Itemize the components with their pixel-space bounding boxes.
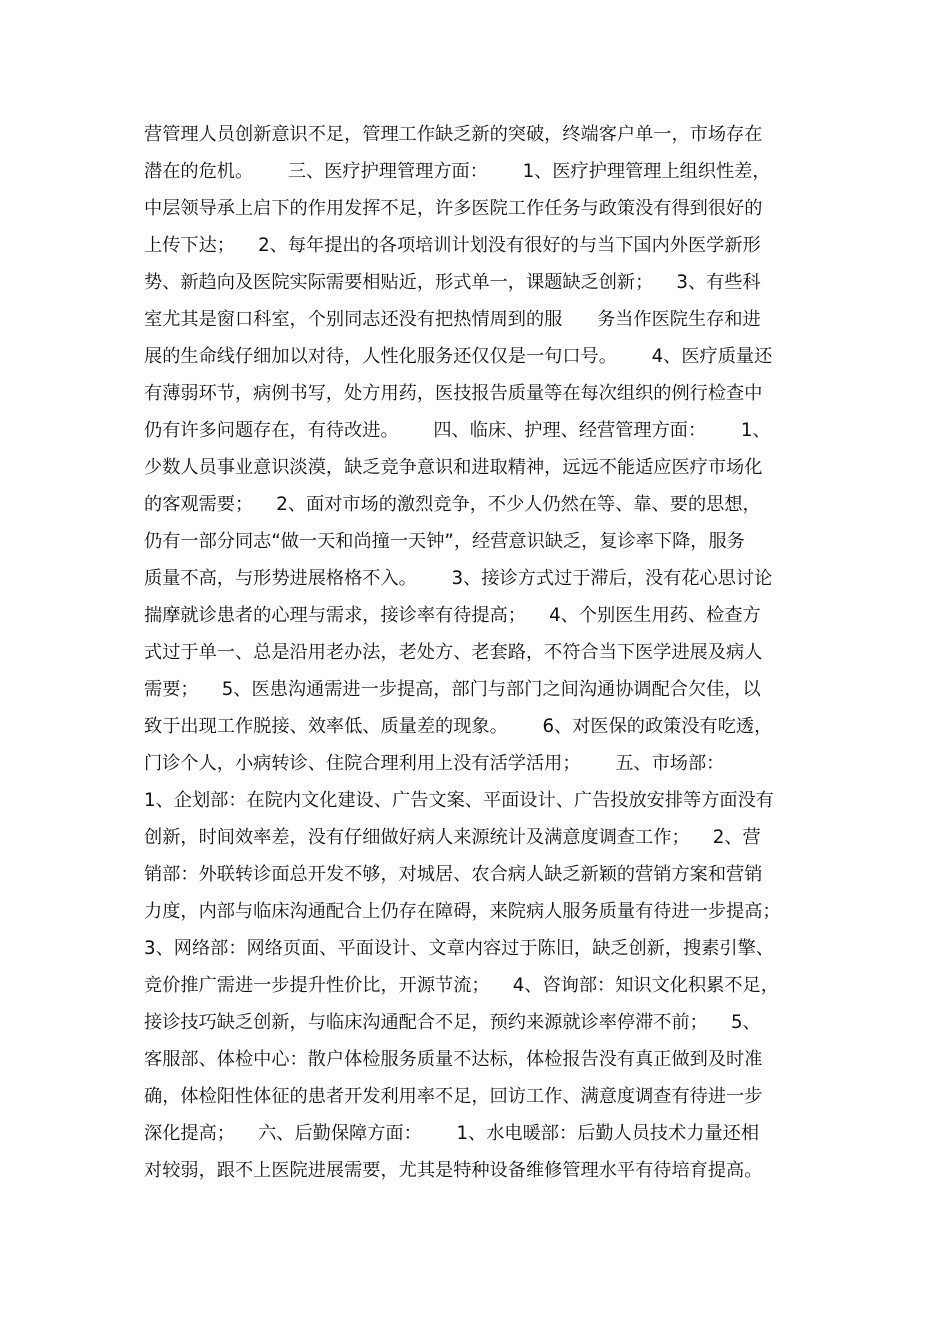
- text-line: 创新，时间效率差，没有仔细做好病人来源统计及满意度调查工作； 2、营: [144, 827, 761, 848]
- text-line: 销部：外联转诊面总开发不够，对城居、农合病人缺乏新颖的营销方案和营销: [144, 864, 763, 885]
- text-line: 室尤其是窗口科室，个别同志还没有把热情周到的服 务当作医院生存和进: [144, 309, 761, 330]
- text-line: 确，体检阳性体征的患者开发利用率不足，回访工作、满意度调查有待进一步: [144, 1086, 763, 1107]
- text-line: 揣摩就诊患者的心理与需求，接诊率有待提高； 4、个别医生用药、检查方: [144, 605, 761, 626]
- text-line: 势、新趋向及医院实际需要相贴近，形式单一，课题缺乏创新； 3、有些科: [144, 272, 761, 293]
- text-line: 的客观需要； 2、面对市场的激烈竞争，不少人仍然在等、靠、要的思想，: [144, 494, 761, 515]
- text-line: 展的生命线仔细加以对待，人性化服务还仅仅是一句口号。 4、医疗质量还: [144, 346, 773, 367]
- text-line: 有薄弱环节，病例书写，处方用药，医技报告质量等在每次组织的例行检查中: [144, 383, 763, 404]
- text-line: 3、网络部：网络页面、平面设计、文章内容过于陈旧，缺乏创新，搜素引擎、: [144, 938, 774, 959]
- text-line: 仍有一部分同志“做一天和尚撞一天钟”，经营意识缺乏，复诊率下降，服务: [144, 531, 745, 552]
- text-line: 潜在的危机。 三、医疗护理管理方面： 1、医疗护理管理上组织性差，: [144, 161, 771, 182]
- text-line: 致于出现工作脱接、效率低、质量差的现象。 6、对医保的政策没有吃透，: [144, 716, 773, 737]
- text-line: 力度，内部与临床沟通配合上仍存在障碍，来院病人服务质量有待进一步提高；: [144, 901, 781, 922]
- text-line: 上传下达； 2、每年提出的各项培训计划没有很好的与当下国内外医学新形: [144, 235, 761, 256]
- text-line: 质量不高，与形势进展格格不入。 3、接诊方式过于滞后，没有花心思讨论: [144, 568, 773, 589]
- text-line: 深化提高； 六、后勤保障方面： 1、水电暖部：后勤人员技术力量还相: [144, 1123, 760, 1144]
- text-line: 仍有许多问题存在，有待改进。 四、临床、护理、经营管理方面： 1、: [144, 420, 771, 441]
- text-line: 1、企划部：在院内文化建设、广告文案、平面设计、广告投放安排等方面没有: [144, 790, 774, 811]
- text-line: 营管理人员创新意识不足，管理工作缺乏新的突破，终端客户单一，市场存在: [144, 124, 763, 145]
- text-line: 竞价推广需进一步提升性价比，开源节流； 4、咨询部：知识文化积累不足，: [144, 975, 779, 996]
- text-line: 中层领导承上启下的作用发挥不足，许多医院工作任务与政策没有得到很好的: [144, 198, 763, 219]
- text-line: 门诊个人，小病转诊、住院合理利用上没有活学活用； 五、市场部：: [144, 753, 725, 774]
- text-line: 式过于单一、总是沿用老办法，老处方、老套路，不符合当下医学进展及病人: [144, 642, 763, 663]
- text-line: 对较弱，跟不上医院进展需要，尤其是特种设备维修管理水平有待培育提高。: [144, 1160, 763, 1181]
- body-text: [144, 116, 844, 1189]
- text-line: 接诊技巧缺乏创新，与临床沟通配合不足，预约来源就诊率停滞不前； 5、: [144, 1012, 761, 1033]
- text-line: 客服部、体检中心：散户体检服务质量不达标，体检报告没有真正做到及时准: [144, 1049, 763, 1070]
- text-line: 需要； 5、医患沟通需进一步提高，部门与部门之间沟通协调配合欠佳，以: [144, 679, 761, 700]
- text-line: 少数人员事业意识淡漠，缺乏竞争意识和进取精神，远远不能适应医疗市场化: [144, 457, 763, 478]
